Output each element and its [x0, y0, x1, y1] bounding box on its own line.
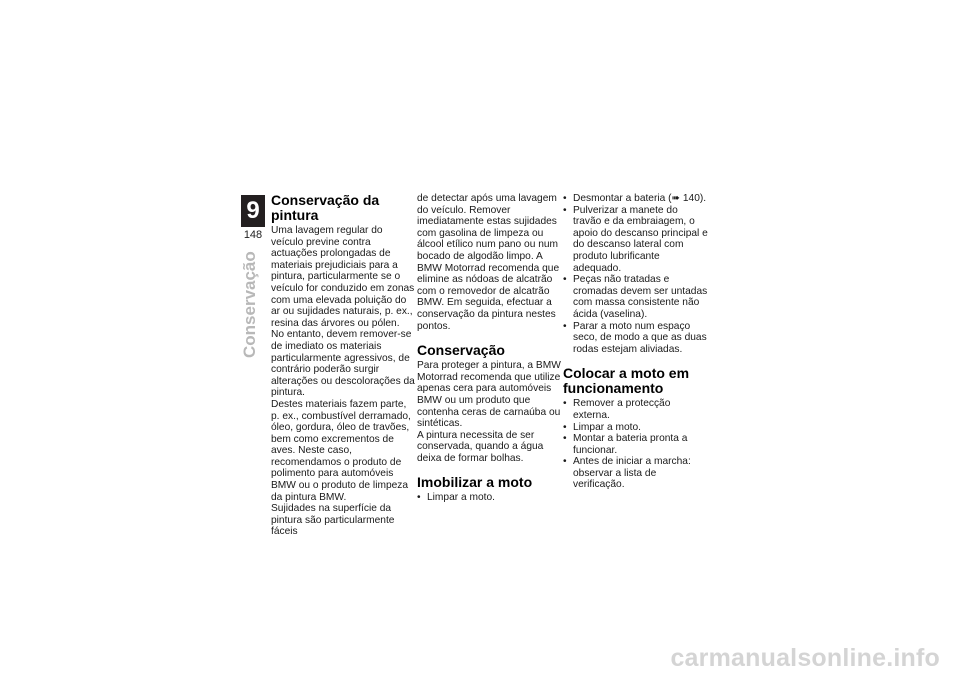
section-heading-recommission: Colocar a moto em funcionamento — [563, 365, 690, 397]
list-item: • Montar a bateria pronta a funcionar. — [563, 433, 708, 456]
section-heading-conservation: Conservação — [417, 342, 505, 359]
list-item: • Antes de iniciar a marcha: observar a lista de verificação. — [563, 456, 708, 491]
list-item: • Limpar a moto. — [563, 422, 708, 434]
bullet-list — [563, 193, 708, 355]
section-heading-immobilize: Imobilizar a moto — [417, 474, 533, 491]
paragraph: No entanto, devem remover-se de imediato os materiais particularmente agressivos, de contrário poderão surgir alterações ou descolorações da pintura. — [271, 329, 415, 399]
paragraph: Uma lavagem regular do veículo previne contra actuações prolongadas de materiais prejudiciais para a pintura, particularmente se o veículo for conduzido em zonas com uma elevada poluição do ar ou sujidades naturais, p. ex., resina das árvores ou pólen. — [271, 225, 415, 329]
bullet-list — [417, 492, 562, 504]
paragraph: Destes materiais fazem parte, p. ex., combustível derramado, óleo, gordura, óleo de travões, bem como excrementos de aves. Neste caso, recomendamos o produto de polimento para automóveis BMW ou o produto de limpeza da pintura BMW. — [271, 398, 411, 503]
paragraph: Sujidades na superfície da pintura são particularmente fáceis — [271, 503, 395, 538]
column-1 — [271, 193, 416, 538]
paragraph: de detectar após uma lavagem do veículo. Remover imediatamente estas sujidades com gasolina de limpeza ou álcool etílico num pano ou num bocado de algodão limpo. A BMW Motorrad recomenda que elimine as nódoas de alcatrão com o removedor de alcatrão BMW. Em seguida, efectuar a conservação da pintura nestes pontos. — [417, 193, 560, 332]
list-item: • Peças não tratadas e cromadas devem ser untadas com massa consistente não ácida (vaselina). — [563, 274, 708, 320]
paragraph: Para proteger a pintura, a BMW Motorrad recomenda que utilize apenas cera para automóveis BMW ou um produto que contenha ceras de carnaúba ou sintéticas. — [417, 360, 561, 430]
list-item: • Parar a moto num espaço seco, de modo a que as duas rodas estejam aliviadas. — [563, 321, 708, 356]
section-heading-paint-care: Conservação da pintura — [271, 192, 380, 223]
list-item: • Limpar a moto. — [417, 492, 562, 504]
list-item: • Desmontar a bateria (➠ 140). — [563, 193, 708, 205]
page-number: 148 — [243, 229, 263, 241]
column-3 — [563, 193, 708, 491]
bullet-list — [563, 398, 708, 491]
chapter-side-label: Conservação — [240, 251, 259, 358]
list-item: • Pulverizar a manete do travão e da embraiagem, o apoio do descanso principal e do descanso lateral com produto lubrificante adequado. — [563, 205, 708, 275]
column-2 — [417, 193, 562, 504]
list-item: • Remover a protecção externa. — [563, 398, 708, 421]
watermark: carmanualsonline.info — [670, 644, 940, 672]
chapter-number-badge: 9 — [241, 195, 265, 227]
paragraph: A pintura necessita de ser conservada, quando a água deixa de formar bolhas. — [417, 429, 544, 464]
